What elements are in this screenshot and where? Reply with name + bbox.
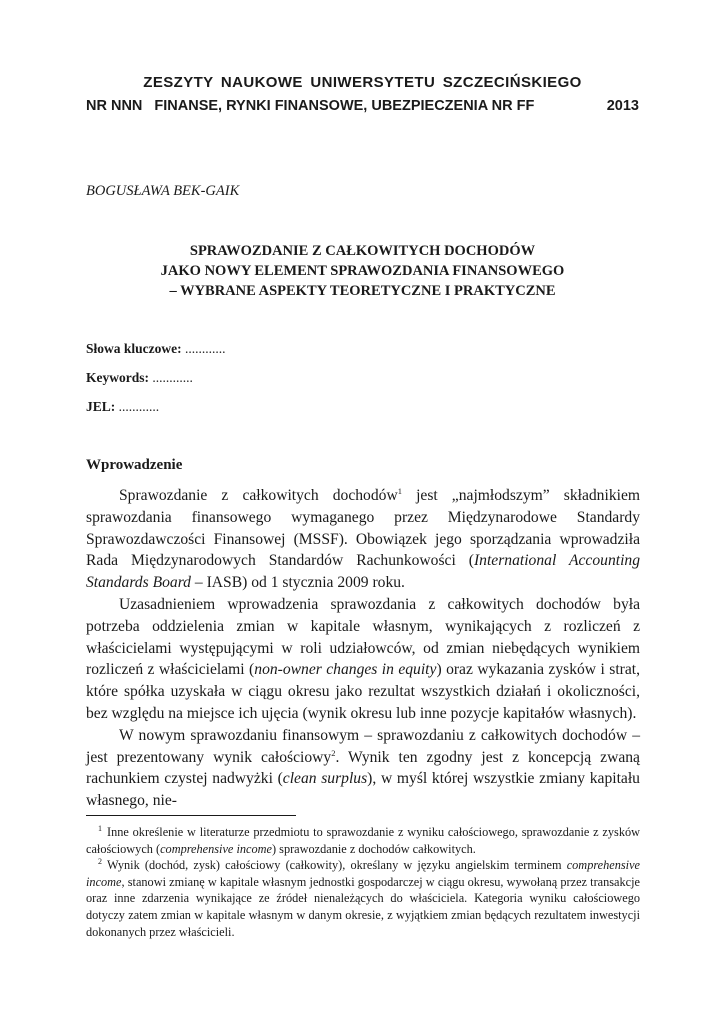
keywords-pl [86, 341, 226, 357]
keywords-en-value: ............ [149, 370, 193, 385]
footnote-ref-1[interactable]: 1 [397, 486, 402, 496]
footnote-2: $^2$ Wynik (dochód, zysk) całościowy (całkowity), określany w języku angielskim terminem comprehensive income, stanowi zmianę w kapitale własnym jednostki gospodarczej w ciągu okresu, wywołaną przez transakcje oraz inne zdarzenia wynikające ze źródeł nienależących do właściciela. Kategoria wyniku całościowego dotyczy zatem zmian w kapitale własnym w danym okresie, z wyjątkiem zmian będących rezultatem inwestycji dokonanych przez właścicieli. [86, 857, 640, 939]
title-line-3: – WYBRANE ASPEKTY TEORETYCZNE I PRAKTYCZNE [169, 283, 556, 299]
footnotes [86, 824, 640, 940]
journal-title: ZESZYTY NAUKOWE UNIWERSYTETU SZCZECIŃSKIEGO [143, 74, 582, 91]
footnote-divider [86, 815, 296, 816]
article-title [86, 241, 639, 301]
jel-label: JEL: [86, 399, 116, 414]
series-name: FINANSE, RYNKI FINANSOWE, UBEZPIECZENIA NR FF [154, 98, 535, 114]
keywords-en [86, 370, 193, 386]
footnote-1-number: 1 [98, 824, 102, 833]
keywords-en-label: Keywords: [86, 370, 149, 385]
paragraph-1: Sprawozdanie z całkowitych dochodów$^1$ jest „najmłodszym” składnikiem sprawozdania finansowego wymaganego przez Międzynarodowe Standardy Sprawozdawczości Finansowej (MSSF). Obowiązek jego sporządzania wprowadziła Rada Międzynarodowych Standardów Rachunkowości (International Accounting Standards Board – IASB) od 1 stycznia 2009 roku. [86, 486, 640, 592]
journal-series-line [86, 98, 639, 114]
keywords-pl-value: ............ [181, 341, 226, 356]
title-line-2: JAKO NOWY ELEMENT SPRAWOZDANIA FINANSOWEGO [160, 263, 565, 279]
jel-value: ............ [115, 399, 160, 414]
paragraph-3: W nowym sprawozdaniu finansowym – sprawozdaniu z całkowitych dochodów – jest prezentowany wynik całościowy$^2$. Wynik ten zgodny jest z koncepcją zwaną rachunkiem czystej nadwyżki (clean surplus), w myśl której wszystkie zmiany kapitału własnego, nie- [86, 726, 640, 810]
body-text [86, 485, 640, 812]
footnote-1: $^1$ Inne określenie w literaturze przedmiotu to sprawozdanie z wyniku całościowego, sprawozdanie z zysków całościowych (comprehensive income) sprawozdanie z dochodów całkowitych. [86, 824, 640, 856]
paragraph-2: Uzasadnieniem wprowadzenia sprawozdania z całkowitych dochodów była potrzeba oddzielenia zmian w kapitale własnym, wynikających z rozliczeń z właścicielami występującymi w roli udziałowców, od zmian niebędących wynikiem rozliczeń z właścicielami (non-owner changes in equity) oraz wykazania zysków i strat, które spółka uzyskała w ciągu okresu jako rezultat wszystkich działań i okoliczności, bez względu na miejsce ich ujęcia (wynik okresu lub inne pozycje kapitałów własnych). [86, 595, 640, 722]
keywords-pl-label: Słowa kluczowe: [86, 341, 182, 356]
jel-codes [86, 399, 159, 415]
title-line-1: SPRAWOZDANIE Z CAŁKOWITYCH DOCHODÓW [189, 243, 536, 259]
footnote-ref-2[interactable]: 2 [331, 747, 336, 758]
footnote-2-number: 2 [98, 857, 102, 867]
section-heading: Wprowadzenie [86, 457, 183, 473]
issue-number: NR NNN [86, 98, 143, 114]
author-name: BOGUSŁAWA BEK-GAIK [86, 183, 240, 199]
year: 2013 [606, 98, 639, 114]
